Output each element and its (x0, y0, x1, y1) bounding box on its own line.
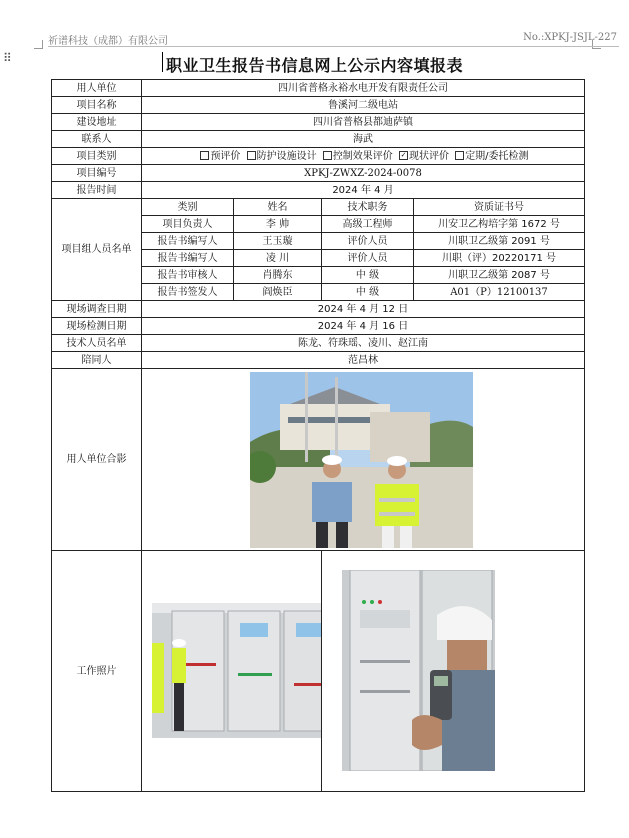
member-title[interactable]: 高级工程师 (322, 216, 414, 233)
project-name-label[interactable]: 项目名称 (52, 97, 142, 114)
address-value[interactable]: 四川省普格县都迪萨镇 (142, 114, 585, 131)
escort-value[interactable]: 范昌林 (142, 352, 585, 369)
contact-label[interactable]: 联系人 (52, 131, 142, 148)
category-label[interactable]: 项目类别 (52, 148, 142, 165)
project-no-label[interactable]: 项目编号 (52, 165, 142, 182)
table-row (52, 551, 585, 792)
member-category[interactable]: 报告书编写人 (142, 233, 234, 250)
checkbox-checked-icon[interactable]: ✓ (400, 150, 407, 159)
member-cert[interactable]: 川职卫乙级第 2091 号 (414, 233, 585, 250)
employer-label[interactable]: 用人单位 (52, 80, 142, 97)
report-time-value[interactable]: 2024 年 4 月 (142, 182, 585, 199)
contact-value[interactable]: 海武 (142, 131, 585, 148)
tech-staff-label[interactable]: 技术人员名单 (52, 335, 142, 352)
category-option[interactable]: 防护设施设计 (244, 151, 317, 162)
survey-date-value[interactable]: 2024 年 4 月 12 日 (142, 301, 585, 318)
table-row (52, 80, 585, 97)
table-row (52, 199, 585, 216)
member-name[interactable]: 王玉璇 (234, 233, 322, 250)
checkbox-icon[interactable] (323, 151, 332, 160)
group-photo-cell[interactable] (142, 369, 585, 551)
member-title[interactable]: 中 级 (322, 284, 414, 301)
page-title[interactable]: 职业卫生报告书信息网上公示内容填报表 (165, 56, 463, 75)
member-cert[interactable]: 川安卫乙构培字第 1672 号 (414, 216, 585, 233)
member-name[interactable]: 肖腾东 (234, 267, 322, 284)
member-cert[interactable]: 川职卫乙级第 2087 号 (414, 267, 585, 284)
member-cert[interactable]: 川职（评）20220171 号 (414, 250, 585, 267)
table-row (52, 335, 585, 352)
member-category[interactable]: 项目负责人 (142, 216, 234, 233)
group-photo-label[interactable]: 用人单位合影 (52, 369, 142, 551)
table-row (52, 352, 585, 369)
checkbox-icon[interactable] (455, 151, 464, 160)
page-corner-mark (34, 40, 43, 49)
survey-date-label[interactable]: 现场调查日期 (52, 301, 142, 318)
team-header-cert[interactable]: 资质证书号 (414, 199, 585, 216)
member-title[interactable]: 评价人员 (322, 233, 414, 250)
table-row (52, 114, 585, 131)
group-photo[interactable] (250, 372, 473, 548)
project-name-value[interactable]: 鲁溪河二级电站 (142, 97, 585, 114)
header-rule (48, 46, 619, 47)
work-photo-cabinets[interactable] (152, 603, 322, 738)
checkbox-icon[interactable] (247, 151, 256, 160)
tech-staff-value[interactable]: 陈龙、符珠瑶、凌川、赵江南 (142, 335, 585, 352)
category-options (142, 148, 585, 165)
employer-value[interactable]: 四川省普格永裕水电开发有限责任公司 (142, 80, 585, 97)
info-table (51, 79, 585, 792)
team-header-name[interactable]: 姓名 (234, 199, 322, 216)
member-name[interactable]: 阎焕臣 (234, 284, 322, 301)
category-option[interactable]: ✓ 现状评价 (400, 150, 449, 162)
member-name[interactable]: 李 帅 (234, 216, 322, 233)
member-category[interactable]: 报告书签发人 (142, 284, 234, 301)
table-row (52, 131, 585, 148)
member-name[interactable]: 凌 川 (234, 250, 322, 267)
table-row (52, 165, 585, 182)
report-time-label[interactable]: 报告时间 (52, 182, 142, 199)
test-date-label[interactable]: 现场检测日期 (52, 318, 142, 335)
team-header-title[interactable]: 技术职务 (322, 199, 414, 216)
table-drag-handle-icon[interactable]: ⠿ (3, 51, 10, 65)
test-date-value[interactable]: 2024 年 4 月 16 日 (142, 318, 585, 335)
work-photo-label[interactable]: 工作照片 (52, 551, 142, 792)
project-no-value[interactable]: XPKJ-ZWXZ-2024-0078 (142, 165, 585, 182)
work-photo-cell-right[interactable] (322, 551, 585, 792)
team-label[interactable]: 项目组人员名单 (52, 199, 142, 301)
escort-label[interactable]: 陪同人 (52, 352, 142, 369)
member-title[interactable]: 评价人员 (322, 250, 414, 267)
member-category[interactable]: 报告书编写人 (142, 250, 234, 267)
member-cert[interactable]: A01（P）12100137 (414, 284, 585, 301)
category-option[interactable]: 预评价 (197, 151, 240, 162)
table-row (52, 148, 585, 165)
table-row (52, 97, 585, 114)
member-title[interactable]: 中 级 (322, 267, 414, 284)
work-photo-measurement[interactable] (342, 570, 495, 771)
address-label[interactable]: 建设地址 (52, 114, 142, 131)
category-option[interactable]: 定期/委托检测 (452, 151, 528, 162)
table-row (52, 369, 585, 551)
member-category[interactable]: 报告书审核人 (142, 267, 234, 284)
header-doc-number: No.:XPKJ-JSJL-227 (523, 32, 617, 43)
checkbox-icon[interactable] (200, 151, 209, 160)
work-photo-cell-left[interactable] (142, 551, 322, 792)
table-row (52, 182, 585, 199)
team-header-category[interactable]: 类别 (142, 199, 234, 216)
table-row (52, 318, 585, 335)
table-row (52, 301, 585, 318)
category-option[interactable]: 控制效果评价 (320, 151, 393, 162)
header-company: 祈谱科技（成都）有限公司 (48, 36, 168, 47)
